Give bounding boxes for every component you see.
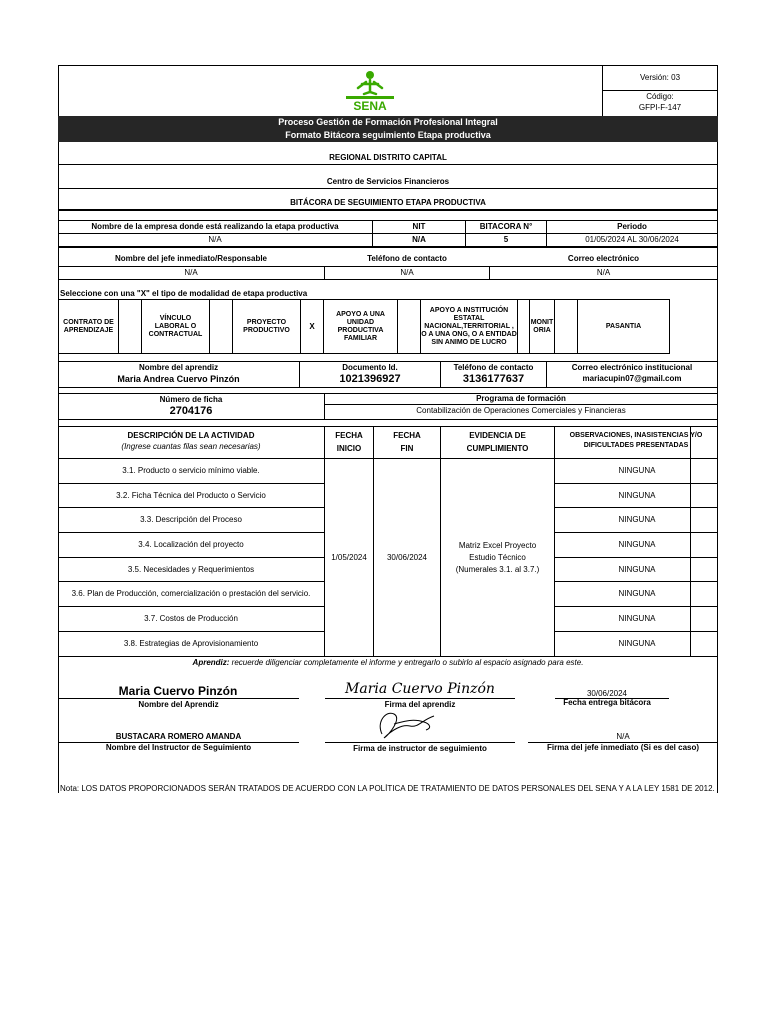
data-policy-note: Nota: LOS DATOS PROPORCIONADOS SERÁN TRATADOS DE ACUERDO CON LA POLÍTICA DE TRATAMIENTO DE DATOS PERSONALES DEL SENA Y A LA LEY 1581 DE 2012. (60, 784, 715, 793)
delivery-date-caption: Fecha entrega bitácora (563, 697, 651, 707)
boss-phone-label: Teléfono de contacto (367, 254, 447, 263)
apprentice-bottom (58, 387, 718, 388)
boss-row-bottom (58, 279, 718, 280)
apprentice-doc-value: 1021396927 (339, 372, 401, 385)
nit-value: N/A (412, 235, 426, 244)
modality-option-label: APOYO A UNA UNIDAD PRODUCTIVA FAMILIAR (336, 310, 385, 342)
periodo-value: 01/05/2024 AL 30/06/2024 (585, 235, 679, 244)
instructor-name-value: BUSTACARA ROMERO AMANDA (115, 731, 242, 741)
evidence-header-2: CUMPLIMIENTO (466, 444, 529, 453)
centro-line (58, 188, 718, 189)
regional-label: REGIONAL DISTRITO CAPITAL (329, 153, 447, 162)
bitacora-title-line (58, 209, 718, 211)
boss-name-value: N/A (184, 268, 198, 277)
apprentice-sign-caption: Firma del aprendiz (384, 699, 456, 709)
modality-option-mark[interactable] (555, 300, 577, 353)
modality-option-mark[interactable] (119, 300, 141, 353)
end-date-header-1: FECHA (393, 431, 421, 440)
activity-description: 3.3. Descripción del Proceso (140, 515, 242, 524)
apprentice-name-caption: Nombre del Aprendiz (138, 699, 219, 709)
modality-option-label: APOYO A INSTITUCIÓN ESTATAL NACIONAL,TERRITORIAL , O A UNA ONG, O A ENTIDAD SIN ANIMO DE LUCRO (421, 306, 517, 346)
frame-right-border (717, 65, 718, 793)
modality-option-mark[interactable] (518, 300, 529, 353)
code-value: GFPI-F-147 (638, 103, 682, 112)
ficha-label: Número de ficha (159, 394, 223, 404)
instructor-signature-drawing (372, 704, 444, 744)
modality-option-label: PASANTIA (605, 322, 642, 330)
version-label: Versión: 03 (639, 73, 681, 82)
activities-top (58, 426, 718, 427)
activity-observation: NINGUNA (618, 614, 656, 623)
periodo-label: Periodo (617, 222, 647, 231)
apprentice-phone-value: 3136177637 (462, 372, 525, 385)
evidence-header-1: EVIDENCIA DE (469, 431, 526, 440)
activity-observation: NINGUNA (618, 490, 656, 500)
boss-email-label: Correo electrónico (567, 254, 640, 263)
activity-description: 3.2. Ficha Técnica del Producto o Servicio (116, 490, 266, 500)
evidence-line-1: Matriz Excel Proyecto (458, 541, 537, 550)
delivery-date-value: 30/06/2024 (586, 688, 628, 698)
evidence-line-3: (Numerales 3.1. al 3.7.) (455, 565, 540, 574)
start-date-header-2: INICIO (336, 444, 362, 453)
activities-bottom (58, 656, 718, 657)
activity-start-date: 1/05/2024 (331, 552, 367, 562)
activity-description: 3.7. Costos de Producción (144, 614, 238, 623)
bitacora-title: BITÁCORA DE SEGUIMIENTO ETAPA PRODUCTIVA (290, 198, 486, 207)
bitacora-number-value: 5 (503, 235, 509, 244)
apprentice-reminder-bold: Aprendiz: (192, 658, 230, 667)
modality-option-label: VÍNCULO LABORAL O CONTRACTUAL (148, 314, 203, 338)
bitacora-number-label: BITACORA N° (479, 222, 533, 231)
company-row-bottom (58, 246, 718, 248)
sena-logo-icon (344, 70, 396, 114)
sena-logo (344, 70, 396, 114)
header-title-line1: Proceso Gestión de Formación Profesional Integral (278, 117, 498, 127)
modality-option-label: CONTRATO DE APRENDIZAJE (63, 318, 114, 334)
activity-end-date: 30/06/2024 (386, 552, 428, 562)
apprentice-email-label: Correo electrónico institucional (571, 362, 693, 372)
activity-description: 3.5. Necesidades y Requerimientos (127, 564, 255, 574)
ficha-value: 2704176 (169, 405, 213, 417)
activity-description: 3.1. Producto o servicio mínimo viable. (122, 466, 260, 475)
apprentice-phone-label: Teléfono de contacto (453, 362, 534, 372)
apprentice-name-label: Nombre del aprendiz (138, 362, 219, 372)
modality-option-mark[interactable] (670, 300, 717, 353)
instructor-signature-icon (372, 704, 444, 744)
boss-sign-value: N/A (616, 731, 630, 741)
company-name-label: Nombre de la empresa donde está realizando la etapa productiva (91, 222, 339, 231)
apprentice-reminder-text: recuerde diligenciar completamente el informe y entregarlo o subirlo al espacio asignado para este. (231, 658, 584, 667)
header-title-line2: Formato Bitácora seguimiento Etapa productiva (285, 130, 491, 140)
modality-option-label: PROYECTO PRODUCTIVO (243, 318, 290, 334)
observations-header-1: OBSERVACIONES, INASISTENCIAS Y/O (569, 432, 703, 439)
code-label: Código: (646, 92, 674, 101)
activity-observation: NINGUNA (618, 589, 656, 598)
apprentice-email-value: mariacupin07@gmail.com (582, 374, 682, 383)
apprentice-doc-label: Documento Id. (342, 362, 398, 372)
modality-instruction: Seleccione con una "X" el tipo de modalidad de etapa productiva (60, 289, 308, 298)
apprentice-name-value: Maria Andrea Cuervo Pinzón (117, 374, 240, 384)
activity-desc-header: DESCRIPCIÓN DE LA ACTIVIDAD (127, 431, 255, 440)
nit-label: NIT (412, 222, 426, 231)
observations-header-2: DIFICULTADES PRESENTADAS (583, 442, 689, 449)
modality-option-mark[interactable]: X (309, 321, 315, 331)
activity-observation: NINGUNA (618, 564, 656, 574)
apprentice-handwritten-signature: Maria Cuervo Pinzón (345, 681, 495, 697)
modality-bottom (58, 353, 670, 354)
activity-description: 3.6. Plan de Producción, comercialización o prestación del servicio. (71, 589, 311, 598)
activity-observation: NINGUNA (618, 466, 656, 475)
boss-name-label: Nombre del jefe inmediato/Responsable (114, 254, 268, 263)
boss-sign-caption: Firma del jefe inmediato (Si es del caso) (546, 742, 700, 752)
ficha-bottom (58, 419, 718, 420)
instructor-sign-caption: Firma de instructor de seguimiento (353, 743, 487, 753)
activity-description: 3.8. Estrategias de Aprovisionamiento (123, 639, 259, 648)
program-value: Contabilización de Operaciones Comerciales y Financieras (416, 406, 626, 415)
boss-email-value: N/A (596, 268, 611, 277)
apprentice-name-signature: Maria Cuervo Pinzón (118, 683, 238, 698)
program-label: Programa de formación (476, 393, 566, 403)
activity-description: 3.4. Localización del proyecto (138, 540, 244, 549)
instructor-name-caption: Nombre del Instructor de Seguimiento (105, 742, 252, 752)
activity-observation: NINGUNA (618, 639, 656, 648)
modality-option-label: MONIT ORIA (530, 318, 554, 334)
regional-line (58, 164, 718, 165)
modality-option-mark[interactable] (210, 300, 232, 353)
sena-logo-text: SENA (353, 99, 387, 113)
end-date-header-2: FIN (400, 444, 414, 453)
activity-desc-subheader: (Ingrese cuantas filas sean necesarias) (121, 442, 261, 451)
boss-phone-value: N/A (400, 268, 414, 277)
centro-label: Centro de Servicios Financieros (326, 177, 450, 186)
evidence-line-2: Estudio Técnico (469, 553, 526, 562)
start-date-header-1: FECHA (335, 431, 363, 440)
apprentice-reminder (58, 658, 718, 669)
activity-observation: NINGUNA (618, 515, 656, 524)
modality-option-mark[interactable] (398, 300, 420, 353)
company-name-value: N/A (208, 235, 222, 244)
activity-observation: NINGUNA (618, 540, 656, 549)
